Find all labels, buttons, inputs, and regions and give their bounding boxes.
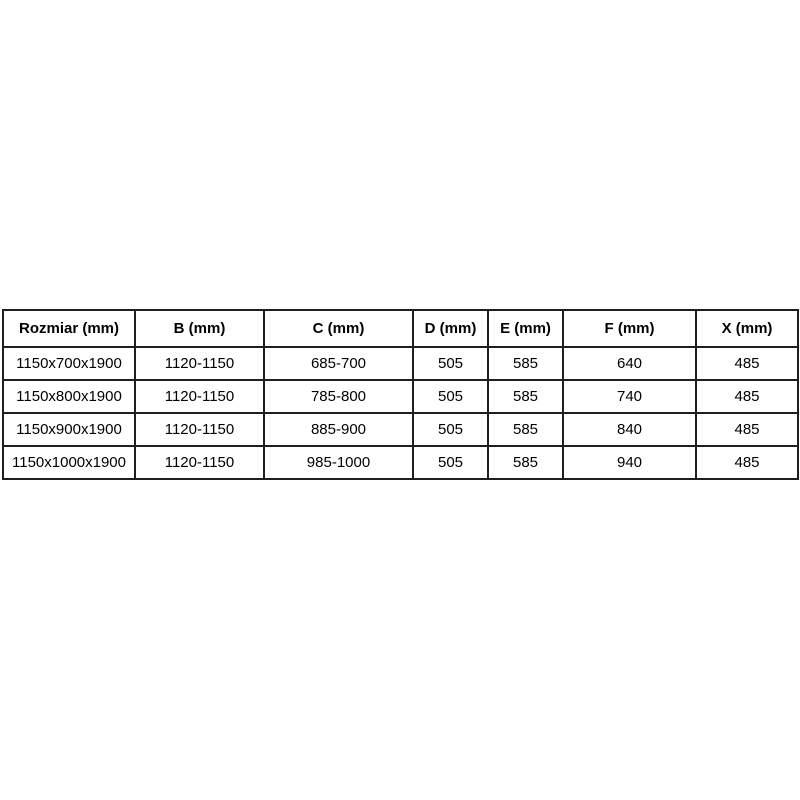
cell-e: 585 [488, 446, 563, 479]
cell-b: 1120-1150 [135, 413, 264, 446]
cell-c: 785-800 [264, 380, 413, 413]
dimensions-table [2, 309, 799, 480]
cell-e: 585 [488, 380, 563, 413]
cell-rozmiar: 1150x900x1900 [3, 413, 135, 446]
cell-d: 505 [413, 413, 488, 446]
column-header-c: C (mm) [264, 310, 413, 347]
column-header-x: X (mm) [696, 310, 798, 347]
table-row [3, 413, 798, 446]
cell-rozmiar: 1150x700x1900 [3, 347, 135, 380]
cell-c: 885-900 [264, 413, 413, 446]
cell-b: 1120-1150 [135, 347, 264, 380]
cell-b: 1120-1150 [135, 380, 264, 413]
cell-c: 985-1000 [264, 446, 413, 479]
table-row [3, 347, 798, 380]
table-row [3, 446, 798, 479]
cell-rozmiar: 1150x1000x1900 [3, 446, 135, 479]
cell-f: 940 [563, 446, 696, 479]
cell-d: 505 [413, 347, 488, 380]
table-header [3, 310, 798, 347]
column-header-e: E (mm) [488, 310, 563, 347]
cell-f: 640 [563, 347, 696, 380]
column-header-b: B (mm) [135, 310, 264, 347]
cell-x: 485 [696, 446, 798, 479]
cell-f: 740 [563, 380, 696, 413]
cell-d: 505 [413, 380, 488, 413]
cell-x: 485 [696, 413, 798, 446]
table-header-row [3, 310, 798, 347]
table-row [3, 380, 798, 413]
cell-b: 1120-1150 [135, 446, 264, 479]
column-header-d: D (mm) [413, 310, 488, 347]
cell-c: 685-700 [264, 347, 413, 380]
cell-x: 485 [696, 380, 798, 413]
column-header-f: F (mm) [563, 310, 696, 347]
column-header-rozmiar: Rozmiar (mm) [3, 310, 135, 347]
cell-d: 505 [413, 446, 488, 479]
cell-f: 840 [563, 413, 696, 446]
cell-x: 485 [696, 347, 798, 380]
cell-rozmiar: 1150x800x1900 [3, 380, 135, 413]
table-body [3, 347, 798, 479]
cell-e: 585 [488, 413, 563, 446]
cell-e: 585 [488, 347, 563, 380]
